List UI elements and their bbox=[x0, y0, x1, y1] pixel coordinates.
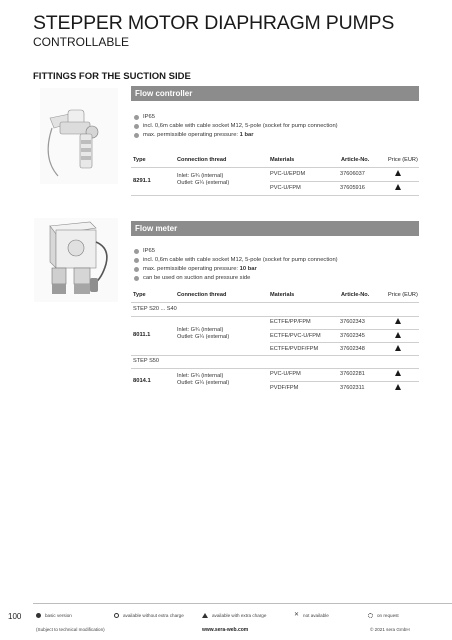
flow-controller-heading: Flow controller bbox=[131, 86, 419, 101]
article-cell: 37602345 bbox=[340, 333, 365, 339]
flow-meter-features bbox=[134, 247, 338, 283]
article-cell: 37602281 bbox=[340, 371, 365, 377]
connection-outlet: Outlet: G¼ (external) bbox=[177, 334, 230, 340]
website-link[interactable]: www.sera-web.com bbox=[202, 627, 249, 633]
material-cell: PVC-U/FPM bbox=[270, 371, 301, 377]
flow-meter-table-header bbox=[131, 292, 419, 302]
extra-charge-triangle-icon bbox=[395, 345, 401, 351]
legend-label: basic version bbox=[45, 613, 72, 618]
legend-label: not available bbox=[303, 613, 329, 618]
triangle-icon bbox=[202, 613, 208, 618]
article-cell: 37602311 bbox=[340, 385, 365, 391]
flow-controller-table-header bbox=[131, 157, 419, 167]
header-type: Type bbox=[133, 157, 146, 163]
disclaimer: (Subject to technical modification) bbox=[36, 627, 105, 632]
header-materials: Materials bbox=[270, 157, 295, 163]
article-cell: 37606037 bbox=[340, 171, 365, 177]
feature-item: max. permissible operating pressure: 1 bar bbox=[134, 131, 338, 140]
group-label: STEP S50 bbox=[133, 358, 160, 364]
variant-row bbox=[270, 329, 419, 342]
legend-label: on request bbox=[377, 613, 399, 618]
feature-item: can be used on suction and pressure side bbox=[134, 274, 338, 283]
material-cell: ECTFE/PVDF/FPM bbox=[270, 346, 319, 352]
connection-outlet: Outlet: G¼ (external) bbox=[177, 180, 230, 186]
legend-item bbox=[294, 613, 329, 618]
legend-label: available without extra charge bbox=[123, 613, 184, 618]
flow-controller-features bbox=[134, 113, 338, 140]
legend-item bbox=[114, 613, 184, 618]
connection-outlet: Outlet: G¼ (external) bbox=[177, 380, 230, 386]
connection-inlet: Inlet: G¾ (internal) bbox=[177, 373, 224, 379]
on-request-icon bbox=[368, 613, 373, 618]
copyright: © 2021 sera GmbH bbox=[370, 627, 410, 632]
table-divider bbox=[131, 302, 419, 303]
article-cell: 37602343 bbox=[340, 319, 365, 325]
extra-charge-triangle-icon bbox=[395, 332, 401, 338]
feature-item: IP65 bbox=[134, 247, 338, 256]
flow-meter-image bbox=[34, 218, 118, 302]
footer-divider bbox=[33, 603, 452, 604]
page-title: STEPPER MOTOR DIAPHRAGM PUMPS bbox=[33, 12, 395, 34]
connection-inlet: Inlet: G¾ (internal) bbox=[177, 327, 224, 333]
material-cell: PVC-U/EPDM bbox=[270, 171, 306, 177]
variant-row bbox=[270, 316, 419, 329]
filled-circle-icon bbox=[36, 613, 41, 618]
feature-item: max. permissible operating pressure: 10 bar bbox=[134, 265, 338, 274]
material-cell: PVDF/FPM bbox=[270, 385, 299, 391]
page-subtitle: CONTROLLABLE bbox=[33, 35, 130, 49]
cross-icon: ✕ bbox=[294, 612, 300, 619]
table-divider bbox=[131, 355, 419, 356]
connection-cell bbox=[177, 327, 229, 341]
legend-label: available with extra charge bbox=[212, 613, 267, 618]
material-cell: ECTFE/PP/FPM bbox=[270, 319, 311, 325]
connection-inlet: Inlet: G¾ (internal) bbox=[177, 173, 224, 179]
variant-row bbox=[270, 181, 419, 194]
header-price: Price (EUR) bbox=[388, 157, 418, 163]
extra-charge-triangle-icon bbox=[395, 384, 401, 390]
extra-charge-triangle-icon bbox=[395, 170, 401, 176]
type-cell: 8291.1 bbox=[133, 178, 151, 184]
header-connection: Connection thread bbox=[177, 157, 227, 163]
section-heading: FITTINGS FOR THE SUCTION SIDE bbox=[33, 71, 191, 82]
variant-row bbox=[270, 381, 419, 394]
header-article: Article-No. bbox=[341, 157, 370, 163]
header-price: Price (EUR) bbox=[388, 292, 418, 298]
material-cell: ECTFE/PVC-U/FPM bbox=[270, 333, 321, 339]
article-cell: 37602348 bbox=[340, 346, 365, 352]
material-cell: PVC-U/FPM bbox=[270, 185, 301, 191]
connection-cell bbox=[177, 173, 229, 187]
connection-cell bbox=[177, 373, 229, 387]
feature-item: IP65 bbox=[134, 113, 338, 122]
flow-meter-heading: Flow meter bbox=[131, 221, 419, 236]
open-circle-icon bbox=[114, 613, 119, 618]
variant-row bbox=[270, 168, 419, 181]
article-cell: 37605916 bbox=[340, 185, 365, 191]
feature-item: incl. 0,6m cable with cable socket M12, 5-pole (socket for pump connection) bbox=[134, 256, 338, 265]
page-number: 100 bbox=[8, 612, 22, 621]
legend-item bbox=[36, 613, 72, 618]
header-type: Type bbox=[133, 292, 146, 298]
type-cell: 8014.1 bbox=[133, 378, 151, 384]
header-materials: Materials bbox=[270, 292, 295, 298]
extra-charge-triangle-icon bbox=[395, 318, 401, 324]
type-cell: 8011.1 bbox=[133, 332, 151, 338]
variant-row bbox=[270, 342, 419, 355]
feature-item: incl. 0,6m cable with cable socket M12, 5-pole (socket for pump connection) bbox=[134, 122, 338, 131]
table-divider bbox=[131, 195, 419, 196]
group-label: STEP S20 ... S40 bbox=[133, 306, 177, 312]
legend-item bbox=[368, 613, 399, 618]
legend-item bbox=[202, 613, 266, 618]
flow-controller-image bbox=[40, 88, 118, 184]
header-article: Article-No. bbox=[341, 292, 370, 298]
header-connection: Connection thread bbox=[177, 292, 227, 298]
extra-charge-triangle-icon bbox=[395, 184, 401, 190]
extra-charge-triangle-icon bbox=[395, 370, 401, 376]
variant-row bbox=[270, 368, 419, 381]
